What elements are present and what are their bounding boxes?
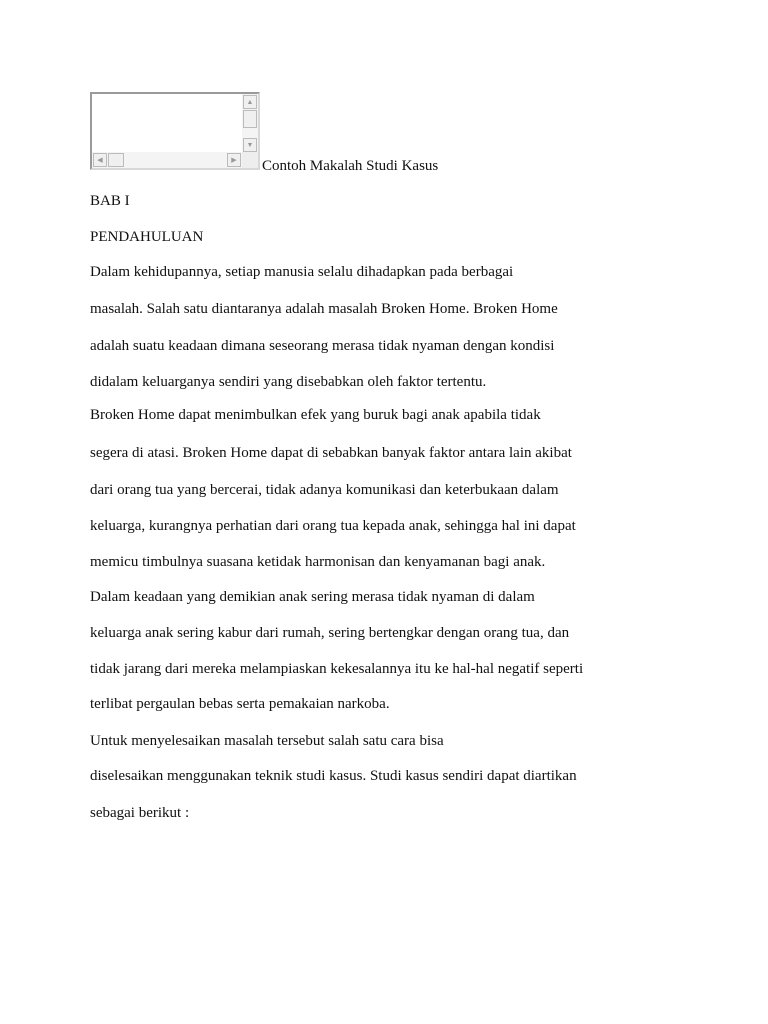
- paragraph-line: dari orang tua yang bercerai, tidak adanya komunikasi dan keterbukaan dalam: [90, 482, 559, 498]
- document-title: Contoh Makalah Studi Kasus: [262, 158, 439, 174]
- scroll-right-arrow-icon[interactable]: ▶: [227, 153, 241, 167]
- paragraph-line: didalam keluarganya sendiri yang disebabkan oleh faktor tertentu.: [90, 374, 487, 390]
- paragraph-line: Broken Home dapat menimbulkan efek yang buruk bagi anak apabila tidak: [90, 407, 541, 423]
- paragraph-line: terlibat pergaulan bebas serta pemakaian narkoba.: [90, 696, 390, 712]
- paragraph-line: keluarga, kurangnya perhatian dari orang tua kepada anak, sehingga hal ini dapat: [90, 518, 576, 534]
- scroll-left-arrow-icon[interactable]: ◀: [93, 153, 107, 167]
- vertical-scrollbar[interactable]: [242, 94, 258, 154]
- paragraph-line: masalah. Salah satu diantaranya adalah masalah Broken Home. Broken Home: [90, 301, 558, 317]
- chapter-label: BAB I: [90, 193, 130, 209]
- scroll-down-arrow-icon[interactable]: ▼: [243, 138, 257, 152]
- embedded-textarea[interactable]: [90, 92, 260, 170]
- horizontal-scrollbar[interactable]: [92, 152, 242, 168]
- paragraph-line: adalah suatu keadaan dimana seseorang merasa tidak nyaman dengan kondisi: [90, 338, 555, 354]
- paragraph-line: keluarga anak sering kabur dari rumah, sering bertengkar dengan orang tua, dan: [90, 625, 570, 641]
- paragraph-line: memicu timbulnya suasana ketidak harmonisan dan kenyamanan bagi anak.: [90, 554, 546, 570]
- paragraph-line: Dalam keadaan yang demikian anak sering merasa tidak nyaman di dalam: [90, 589, 535, 605]
- scrollbar-corner: [242, 152, 258, 168]
- chapter-heading: PENDAHULUAN: [90, 229, 204, 245]
- paragraph-line: sebagai berikut :: [90, 805, 190, 821]
- paragraph-line: Dalam kehidupannya, setiap manusia selalu dihadapkan pada berbagai: [90, 264, 514, 280]
- horizontal-scroll-thumb[interactable]: [108, 153, 124, 167]
- paragraph-line: segera di atasi. Broken Home dapat di sebabkan banyak faktor antara lain akibat: [90, 445, 572, 461]
- vertical-scroll-thumb[interactable]: [243, 110, 257, 128]
- paragraph-line: diselesaikan menggunakan teknik studi kasus. Studi kasus sendiri dapat diartikan: [90, 768, 577, 784]
- scroll-up-arrow-icon[interactable]: ▲: [243, 95, 257, 109]
- paragraph-line: Untuk menyelesaikan masalah tersebut salah satu cara bisa: [90, 733, 444, 749]
- paragraph-line: tidak jarang dari mereka melampiaskan kekesalannya itu ke hal-hal negatif seperti: [90, 661, 584, 677]
